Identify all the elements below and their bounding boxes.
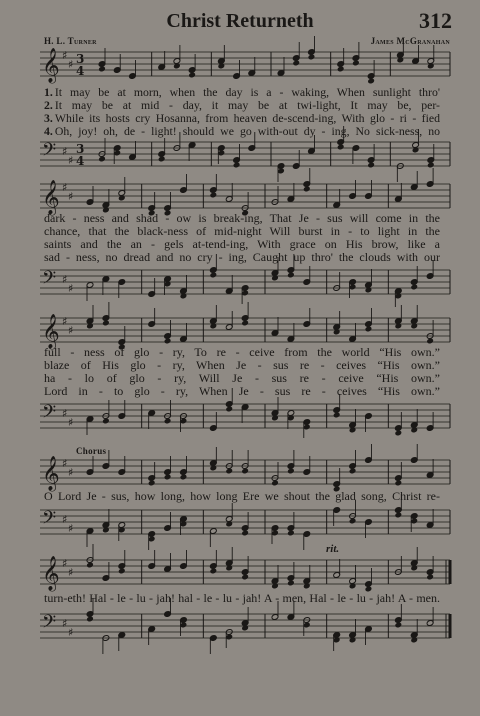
note-head <box>349 518 357 525</box>
note-head <box>233 162 241 169</box>
chorus-line-2: turn-eth! Hal - le - lu - jah! hal - le - lu - jah! A - men, Hal - le - lu - jah! A - men. <box>44 591 440 605</box>
treble-clef-icon: 𝄞 <box>42 314 60 349</box>
bass-clef-icon: 𝄢 <box>42 612 57 637</box>
note-head <box>225 468 233 475</box>
note-head <box>287 530 295 537</box>
sharp-icon: ♯ <box>68 466 74 479</box>
sharp-icon: ♯ <box>68 566 74 579</box>
treble-clef-icon: 𝄞 <box>42 180 60 215</box>
note-head <box>426 338 434 345</box>
sharp-icon: ♯ <box>68 282 74 295</box>
verse-1-line-2: dark - ness and shad - ow is break-ing, That Je - sus will come in the <box>44 211 440 225</box>
verse-number: 4. <box>44 124 53 138</box>
sharp-icon: ♯ <box>62 273 68 286</box>
verse-2-line-2: chance, that the black-ness of mid-night Will burst in - to light in the <box>44 224 440 238</box>
note-head <box>427 162 435 169</box>
sharp-icon: ♯ <box>62 617 68 630</box>
sharp-icon: ♯ <box>68 58 74 71</box>
sharp-icon: ♯ <box>62 145 68 158</box>
note-head <box>271 480 279 487</box>
bass-staff-2 <box>40 266 450 300</box>
lyric-text: Oh, joy! oh, de - light! should we go with-out dy - ing, No sick-ness, no <box>54 124 440 138</box>
note-head <box>164 338 172 345</box>
treble-staff-3 <box>40 314 450 348</box>
note-head <box>292 60 300 67</box>
note-head <box>395 480 403 487</box>
sharp-icon: ♯ <box>68 154 74 167</box>
note-head <box>410 284 418 291</box>
note-head <box>308 54 316 61</box>
chorus-line-1: O Lord Je - sus, how long, how long Ere we shout the glad song, Christ re- <box>44 489 440 503</box>
note-head <box>241 320 249 327</box>
note-head <box>158 156 166 163</box>
chorus-label: Chorus <box>76 446 107 456</box>
sharp-icon: ♯ <box>68 190 74 203</box>
note-head <box>241 530 249 537</box>
bass-staff-5 <box>40 610 450 644</box>
note-head <box>164 474 172 481</box>
bass-staff-3 <box>40 400 450 434</box>
hymn-title: Christ Returneth <box>166 10 314 32</box>
note-head <box>287 580 295 587</box>
note-head <box>86 616 94 623</box>
verse-3-line-2: saints and the an - gels at-tend-ing, With grace on His brow, like a <box>44 237 440 251</box>
bass-staff-1 <box>40 138 450 172</box>
note-head <box>188 72 196 79</box>
hymn-number: 312 <box>419 8 452 33</box>
words-credit: H. L. Turner <box>44 36 97 46</box>
note-head <box>365 326 373 333</box>
bass-clef-icon: 𝄢 <box>42 402 57 427</box>
verse-number: 2. <box>44 98 53 112</box>
note-head <box>395 622 403 629</box>
time-signature-bottom: 4 <box>76 154 85 168</box>
sharp-icon: ♯ <box>62 315 68 328</box>
note-head <box>210 192 218 199</box>
sharp-icon: ♯ <box>62 457 68 470</box>
verse-4-line-2: sad - ness, no dread and no cry - ing, Caught up thro' the clouds with our <box>44 250 440 264</box>
note-head <box>395 512 403 519</box>
verse-3-line-3: ha - lo of glo - ry, Will Je - sus re - ceive “His own.” <box>44 371 440 385</box>
note-head <box>426 574 434 581</box>
treble-clef-icon: 𝄞 <box>42 456 60 491</box>
tempo-marking: rit. <box>326 543 340 555</box>
note-head <box>180 474 188 481</box>
lyric-text: While its hosts cry Hosanna, from heaven de-scend-ing, With glo - ri - fied <box>54 111 440 125</box>
note-head <box>148 480 156 487</box>
note-head <box>303 186 311 193</box>
note-head <box>118 568 126 575</box>
verse-2-line-3: blaze of His glo - ry, When Je - sus re - ceives “His own.” <box>44 358 440 372</box>
note-head <box>337 144 345 151</box>
note-head <box>333 412 341 419</box>
time-signature-top: 3 <box>76 52 85 66</box>
note-head <box>225 406 233 413</box>
note-head <box>367 162 375 169</box>
note-head <box>349 468 357 475</box>
time-signature-bottom: 4 <box>76 64 85 78</box>
sharp-icon: ♯ <box>68 416 74 429</box>
sharp-icon: ♯ <box>68 522 74 535</box>
sharp-icon: ♯ <box>62 49 68 62</box>
treble-clef-icon: 𝄞 <box>42 556 60 591</box>
note-head <box>287 468 295 475</box>
note-head <box>98 66 106 73</box>
note-head <box>98 156 106 163</box>
sharp-icon: ♯ <box>62 407 68 420</box>
lyric-text: It may be at morn, when the day is a - waking, When sunlight thro' <box>54 85 440 99</box>
note-head <box>86 562 94 569</box>
treble-staff-5 <box>40 556 450 590</box>
verse-4-line-3: Lord in - to glo - ry, When Je - sus re - ceives “His own.” <box>44 384 440 398</box>
treble-staff-4 <box>40 456 450 490</box>
treble-clef-icon: 𝄞 <box>42 48 60 83</box>
sharp-icon: ♯ <box>62 557 68 570</box>
note-head <box>102 320 110 327</box>
note-head <box>395 430 403 437</box>
treble-staff-2 <box>40 180 450 214</box>
verse-1-line-3: full - ness of glo - ry, To re - ceive from the world “His own.” <box>44 345 440 359</box>
note-head <box>352 60 360 67</box>
time-signature-top: 3 <box>76 142 85 156</box>
note-head <box>241 468 249 475</box>
note-head <box>241 574 249 581</box>
verse-number: 3. <box>44 111 53 125</box>
sharp-icon: ♯ <box>68 324 74 337</box>
bass-staff-4 <box>40 506 450 540</box>
sharp-icon: ♯ <box>62 513 68 526</box>
music-credit: James McGranahan <box>370 36 450 46</box>
bass-clef-icon: 𝄢 <box>42 268 57 293</box>
verse-number: 1. <box>44 85 53 99</box>
bass-clef-icon: 𝄢 <box>42 140 57 165</box>
treble-staff-1 <box>40 48 450 82</box>
note-head <box>337 66 345 73</box>
lyric-text: It may be at mid - day, it may be at twi-light, It may be, per- <box>54 98 440 112</box>
verse-4-line-1 <box>44 125 440 138</box>
note-head <box>287 272 295 279</box>
note-head <box>367 78 375 85</box>
note-head <box>210 272 218 279</box>
note-head <box>102 418 110 425</box>
sharp-icon: ♯ <box>62 181 68 194</box>
bass-clef-icon: 𝄢 <box>42 508 57 533</box>
note-head <box>164 418 172 425</box>
sharp-icon: ♯ <box>68 626 74 639</box>
note-head <box>210 568 218 575</box>
